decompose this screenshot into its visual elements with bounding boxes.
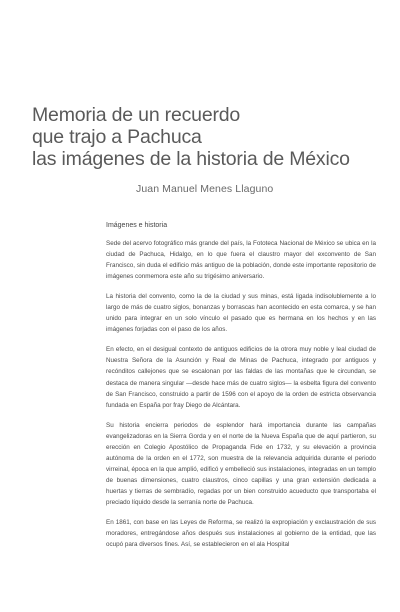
title-line-2: que trajo a Pachuca (32, 126, 202, 148)
paragraph: Su historia encierra periodos de esplendor hará importancia durante las campañas evangelizadoras en la Sierra Gorda y en el norte de la Nueva España que de aquí partieron, su erección en Colegio Apostólico de Propaganda Fide en 1732, y su elevación a provincia autónoma de la orden en el 1772, son muestra de la relevancia adquirida durante el periodo virreinal, época en la que amplió, edificó y embelleció sus instalaciones, integradas en un templo de buenas dimensiones, cuatro claustros, cinco capillas y una gran extensión dedicada a huertas y tierras de sembradío, regadas por un bien construido acueducto que transportaba el preciado líquido desde la serranía norte de Pachuca. (106, 421, 376, 506)
title-line-1: Memoria de un recuerdo (32, 104, 241, 126)
paragraph: En efecto, en el desigual contexto de antiguos edificios de la otrora muy noble y leal ciudad de Nuestra Señora de la Asunción y Real de Minas de Pachuca, integrado por antiguos y recónditos callejones que se escalonan por las faldas de las montañas que le circundan, se destaca de manera singular —desde hace más de cuatro siglos— la esbelta figura del convento de San Francisco, construido a partir de 1596 con el apoyo de la orden de estricta observancia fundada en España por fray Diego de Alcántara. (106, 346, 376, 409)
author-name: Juan Manuel Menes Llaguno (136, 183, 274, 195)
paragraph: En 1861, con base en las Leyes de Reforma, se realizó la expropiación y exclaustración de sus moradores, entregándose años después sus instalaciones al gobierno de la entidad, que las ocupó para diversos fines. Así, se establecieron en el ala Hospital (106, 519, 376, 549)
paragraph: Sede del acervo fotográfico más grande del país, la Fototeca Nacional de México se ubica en la ciudad de Pachuca, Hidalgo, en lo que fuera el claustro mayor del exconvento de San Francisco, sin duda el edificio más antiguo de la población, donde este importante repositorio de imágenes conmemora este año su trigésimo aniversario. (106, 240, 376, 281)
article-title (32, 104, 372, 170)
paragraph: La historia del convento, como la de la ciudad y sus minas, está ligada indisolublemente a lo largo de más de cuatro siglos, bonanzas y borrascas han acontecido en esta comarca, y se han unido para integrar en un solo vínculo el pasado que es hermana en los hechos y en las imágenes forjadas con el paso de los años. (106, 293, 376, 334)
article-body (106, 238, 376, 559)
title-line-3: las imágenes de la historia de México (32, 148, 350, 170)
section-heading: Imágenes e historia (106, 222, 168, 229)
